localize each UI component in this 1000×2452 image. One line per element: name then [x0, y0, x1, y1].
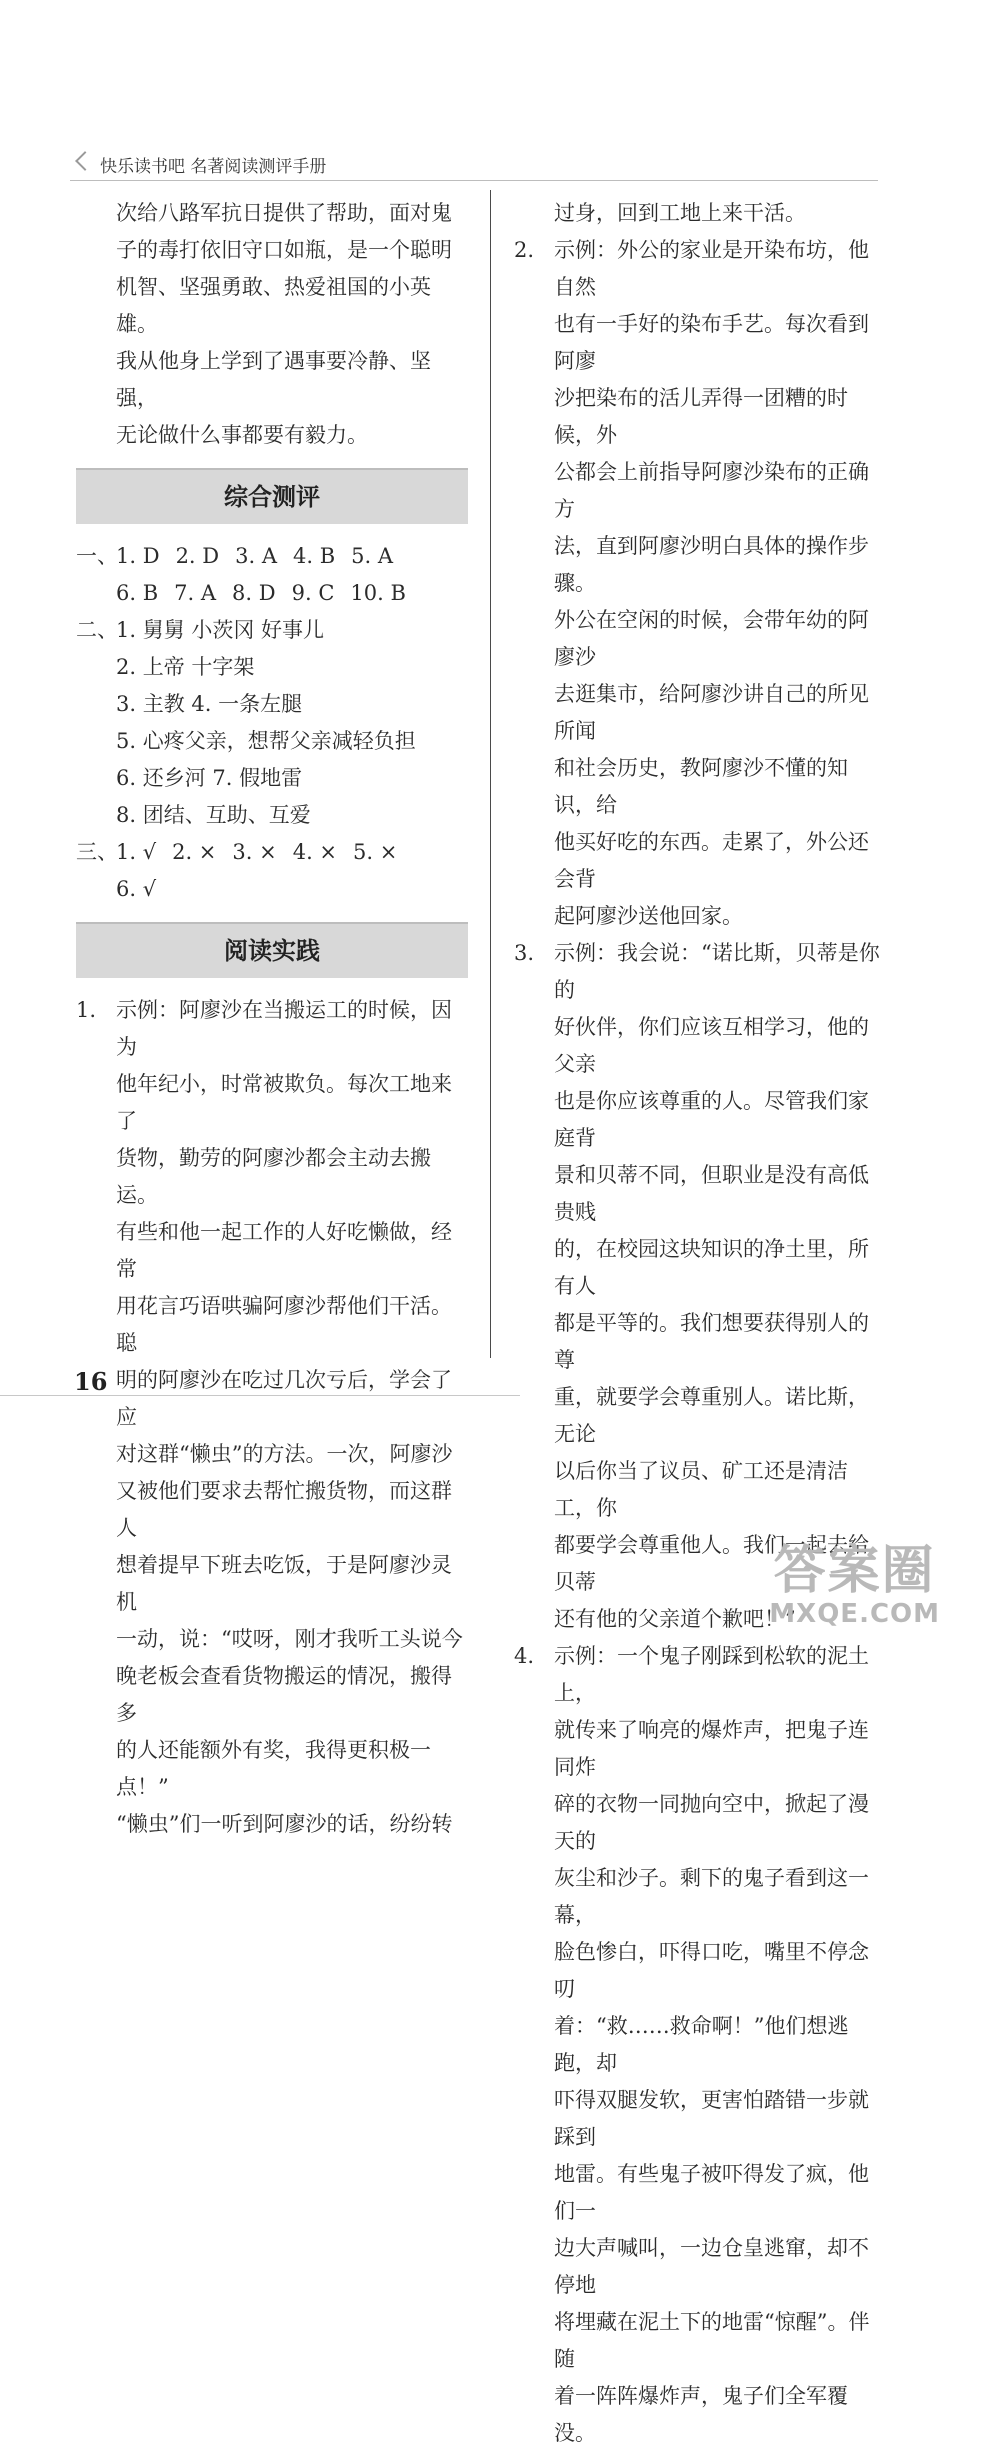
- text-line: 想着提早下班去吃饭，于是阿廖沙灵机: [116, 1553, 452, 1614]
- text-line: “懒虫”们一听到阿廖沙的话，纷纷转: [116, 1812, 453, 1836]
- header-title: 快乐读书吧 名著阅读测评手册: [100, 157, 327, 177]
- column-divider: [490, 190, 491, 1358]
- text-line: 示例：我会说：“诺比斯，贝蒂是你的: [554, 941, 880, 1002]
- text-line: 示例：阿廖沙在当搬运工的时候，因为: [116, 998, 452, 1059]
- answer-item: 7. A: [174, 581, 217, 605]
- chevron-icon: [75, 151, 95, 171]
- left-column: [76, 195, 468, 1843]
- text-line: 吓得双腿发软，更害怕踏错一步就踩到: [554, 2088, 869, 2149]
- text-line: 也是你应该尊重的人。尽管我们家庭背: [554, 1089, 869, 1150]
- answer-item: 6. √: [116, 877, 157, 901]
- answer-row: [76, 760, 468, 797]
- footer-rule: [0, 1395, 520, 1396]
- question-number: 1.: [76, 998, 97, 1022]
- text-line: 子的毒打依旧守口如瓶，是一个聪明: [116, 238, 452, 262]
- text-line: 的人还能额外有奖，我得更积极一点！”: [116, 1738, 431, 1799]
- question-3: [514, 935, 886, 1638]
- section-heading-comprehensive: 综合测评: [76, 468, 468, 524]
- text-line: 都是平等的。我们想要获得别人的尊: [554, 1311, 869, 1372]
- answer-row: [76, 797, 468, 834]
- text-line: 都要学会尊重他人。我们一起去给贝蒂: [554, 1533, 869, 1594]
- answer-item: 2. ×: [172, 840, 217, 864]
- watermark-logo: [769, 1543, 940, 1629]
- text-line: 货物，勤劳的阿廖沙都会主动去搬运。: [116, 1146, 431, 1207]
- text-line: 脸色惨白，吓得口吃，嘴里不停念叨: [554, 1940, 869, 2001]
- text-line: 去逛集市，给阿廖沙讲自己的所见所闻: [554, 682, 869, 743]
- question-number: 2.: [514, 238, 535, 262]
- header-rule: [70, 180, 878, 181]
- text-line: 晚老板会查看货物搬运的情况，搬得多: [116, 1664, 452, 1725]
- text-line: 起阿廖沙送他回家。: [554, 904, 743, 928]
- text-line: 一动，说：“哎呀，刚才我听工头说今: [116, 1627, 463, 1651]
- question-2: [514, 232, 886, 935]
- answer-item: 3. ×: [232, 840, 277, 864]
- text-line: 地雷。有些鬼子被吓得发了疯，他们一: [554, 2162, 869, 2223]
- answer-line: 2. 上帝 十字架: [116, 655, 255, 679]
- text-line: 公都会上前指导阿廖沙染布的正确方: [554, 460, 869, 521]
- text-line: 过身，回到工地上来干活。: [554, 201, 806, 225]
- answer-item: 6. B: [116, 581, 159, 605]
- text-line: 外公在空闲的时候，会带年幼的阿廖沙: [554, 608, 869, 669]
- answer-row: [76, 723, 468, 760]
- text-line: 的，在校园这块知识的净土里，所有人: [554, 1237, 869, 1298]
- text-line: 也有一手好的染布手艺。每次看到阿廖: [554, 312, 869, 373]
- answer-item: 9. C: [291, 581, 335, 605]
- text-line: 还有他的父亲道个歉吧！”: [554, 1607, 796, 1631]
- text-line: 机智、坚强勇敢、热爱祖国的小英雄。: [116, 275, 431, 336]
- text-line: 景和贝蒂不同，但职业是没有高低贵贱: [554, 1163, 869, 1224]
- text-line: 法，直到阿廖沙明白具体的操作步骤。: [554, 534, 869, 595]
- answer-item: 5. ×: [353, 840, 398, 864]
- question-number: 3.: [514, 941, 535, 965]
- answer-row: [76, 834, 468, 871]
- answer-part-2: [76, 612, 468, 834]
- answer-item: 10. B: [350, 581, 406, 605]
- answer-item: 1. √: [116, 840, 157, 864]
- answer-item: 1. D: [116, 544, 160, 568]
- intro-paragraph: [76, 195, 468, 454]
- answer-line: 6. 还乡河 7. 假地雷: [116, 766, 303, 790]
- text-line: 示例：一个鬼子刚踩到松软的泥土上，: [554, 1644, 869, 1705]
- text-line: 用花言巧语哄骗阿廖沙帮他们干活。聪: [116, 1294, 452, 1355]
- answer-part-1: [76, 538, 468, 612]
- answer-line: 3. 主教 4. 一条左腿: [116, 692, 303, 716]
- answer-item: 8. D: [232, 581, 276, 605]
- text-line: 就传来了响亮的爆炸声，把鬼子连同炸: [554, 1718, 869, 1779]
- page-header: [70, 150, 878, 180]
- answer-row: [76, 575, 468, 612]
- text-line: 好伙伴，你们应该互相学习，他的父亲: [554, 1015, 869, 1076]
- answer-item: 3. A: [235, 544, 278, 568]
- part-lead: 二、: [76, 618, 118, 642]
- watermark-url: MXQE.COM: [769, 1599, 940, 1629]
- answer-line: 1. 舅舅 小茨冈 好事儿: [116, 618, 325, 642]
- answer-row: [76, 538, 468, 575]
- answer-item: 4. ×: [292, 840, 338, 864]
- answer-row: [76, 612, 468, 649]
- right-column: [514, 195, 886, 2452]
- text-line: 边大声喊叫，一边仓皇逃窜，却不停地: [554, 2236, 869, 2297]
- text-line: 沙把染布的活儿弄得一团糟的时候，外: [554, 386, 848, 447]
- question-4: [514, 1638, 886, 2452]
- answer-line: 8. 团结、互助、互爱: [116, 803, 311, 827]
- text-line: 我从他身上学到了遇事要冷静、坚强，: [116, 349, 431, 410]
- text-line: 明的阿廖沙在吃过几次亏后，学会了应: [116, 1368, 452, 1429]
- text-line: 又被他们要求去帮忙搬货物，而这群人: [116, 1479, 452, 1540]
- text-line: 他年纪小，时常被欺负。每次工地来了: [116, 1072, 452, 1133]
- text-line: 和社会历史，教阿廖沙不懂的知识，给: [554, 756, 848, 817]
- text-line: 着一阵阵爆炸声，鬼子们全军覆没。: [554, 2384, 848, 2445]
- question-number: 4.: [514, 1644, 535, 1668]
- answer-line: 5. 心疼父亲，想帮父亲减轻负担: [116, 729, 416, 753]
- question-1: [76, 992, 468, 1843]
- part-lead: 一、: [76, 544, 118, 568]
- section-heading-reading-practice: 阅读实践: [76, 922, 468, 978]
- text-line: 示例：外公的家业是开染布坊，他自然: [554, 238, 869, 299]
- text-line: 灰尘和沙子。剩下的鬼子看到这一幕，: [554, 1866, 869, 1927]
- part-lead: 三、: [76, 840, 118, 864]
- page-number: 16: [74, 1367, 108, 1396]
- text-line: 对这群“懒虫”的方法。一次，阿廖沙: [116, 1442, 453, 1466]
- answer-item: 5. A: [351, 544, 394, 568]
- text-line: 重，就要学会尊重别人。诺比斯，无论: [554, 1385, 869, 1446]
- text-line: 着：“救……救命啊！”他们想逃跑，却: [554, 2014, 849, 2075]
- text-line: 无论做什么事都要有毅力。: [116, 423, 368, 447]
- text-line: 次给八路军抗日提供了帮助，面对鬼: [116, 201, 452, 225]
- text-line: 将埋藏在泥土下的地雷“惊醒”。伴随: [554, 2310, 870, 2371]
- answer-item: 4. B: [293, 544, 336, 568]
- text-line: 他买好吃的东西。走累了，外公还会背: [554, 830, 869, 891]
- text-line: 碎的衣物一同抛向空中，掀起了漫天的: [554, 1792, 869, 1853]
- watermark-text: 答案圈: [773, 1541, 936, 1601]
- text-line: 有些和他一起工作的人好吃懒做，经常: [116, 1220, 452, 1281]
- answer-row: [76, 686, 468, 723]
- answer-row: [76, 871, 468, 908]
- answer-item: 2. D: [175, 544, 220, 568]
- answer-part-3: [76, 834, 468, 908]
- text-line: 以后你当了议员、矿工还是清洁工，你: [554, 1459, 848, 1520]
- answer-row: [76, 649, 468, 686]
